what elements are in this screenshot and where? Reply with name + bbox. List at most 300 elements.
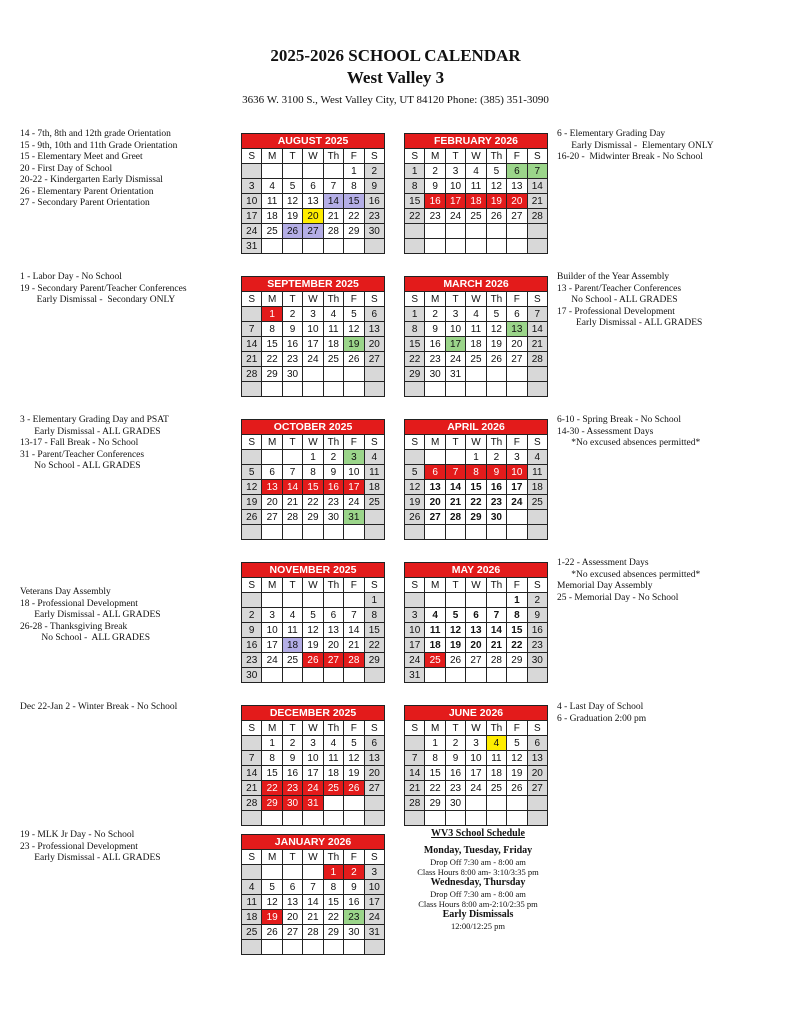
weekday-header: T	[283, 850, 303, 865]
day-cell: 13	[365, 322, 385, 337]
day-cell: 27	[528, 781, 548, 796]
event-note-line: Dec 22-Jan 2 - Winter Break - No School	[20, 702, 178, 712]
weekday-header: F	[507, 721, 527, 736]
day-cell: 28	[324, 224, 344, 239]
day-cell: 12	[262, 895, 282, 910]
day-cell: 2	[528, 593, 548, 608]
empty-cell	[446, 811, 466, 826]
empty-cell	[425, 668, 445, 683]
day-cell: 14	[487, 623, 507, 638]
day-cell: 18	[262, 209, 282, 224]
school-schedule	[404, 828, 552, 931]
month-grid	[241, 849, 385, 955]
empty-cell	[405, 382, 425, 397]
day-cell: 6	[466, 608, 486, 623]
month-title: SEPTEMBER 2025	[241, 276, 385, 291]
empty-cell	[446, 224, 466, 239]
day-cell: 29	[466, 510, 486, 525]
day-cell: 15	[303, 480, 323, 495]
weekday-header: S	[528, 435, 548, 450]
day-cell: 7	[242, 322, 262, 337]
day-cell: 16	[528, 623, 548, 638]
day-cell: 4	[262, 179, 282, 194]
day-cell: 8	[303, 465, 323, 480]
empty-cell	[487, 811, 507, 826]
empty-cell	[324, 164, 344, 179]
event-note-line: 15 - Elementary Meet and Greet	[20, 152, 143, 162]
month-calendar	[404, 276, 548, 397]
day-cell: 12	[344, 322, 364, 337]
day-cell: 31	[242, 239, 262, 254]
day-cell: 21	[344, 638, 364, 653]
weekday-header: F	[344, 435, 364, 450]
day-cell: 26	[344, 781, 364, 796]
day-cell: 11	[283, 623, 303, 638]
day-cell: 3	[507, 450, 527, 465]
empty-cell	[324, 367, 344, 382]
weekday-header: T	[283, 149, 303, 164]
day-cell: 16	[425, 337, 445, 352]
schedule-early-dismissal-label: Early Dismissals	[442, 909, 514, 920]
day-cell: 8	[262, 751, 282, 766]
day-cell: 27	[425, 510, 445, 525]
day-cell: 1	[507, 593, 527, 608]
day-cell: 2	[365, 164, 385, 179]
day-cell: 28	[283, 510, 303, 525]
day-cell: 21	[405, 781, 425, 796]
month-calendar	[404, 133, 548, 254]
weekday-header: S	[528, 149, 548, 164]
day-cell: 7	[344, 608, 364, 623]
event-note-line: Memorial Day Assembly	[557, 581, 653, 591]
weekday-header: S	[242, 292, 262, 307]
day-cell: 10	[344, 465, 364, 480]
day-cell: 29	[324, 925, 344, 940]
empty-cell	[242, 450, 262, 465]
day-cell: 4	[528, 450, 548, 465]
day-cell: 26	[242, 510, 262, 525]
day-cell: 23	[324, 495, 344, 510]
day-cell: 31	[365, 925, 385, 940]
weekday-header: F	[507, 435, 527, 450]
empty-cell	[283, 593, 303, 608]
day-cell: 17	[466, 766, 486, 781]
day-cell: 5	[283, 179, 303, 194]
day-cell: 24	[446, 209, 466, 224]
weekday-header: W	[303, 578, 323, 593]
day-cell: 13	[365, 751, 385, 766]
event-note-line: 13-17 - Fall Break - No School	[20, 438, 139, 448]
weekday-header: F	[507, 149, 527, 164]
month-title: FEBRUARY 2026	[404, 133, 548, 148]
empty-cell	[303, 382, 323, 397]
weekday-header: S	[365, 721, 385, 736]
day-cell: 2	[487, 450, 507, 465]
day-cell: 11	[324, 322, 344, 337]
event-note-line: No School - ALL GRADES	[557, 295, 678, 305]
empty-cell	[283, 525, 303, 540]
month-title: AUGUST 2025	[241, 133, 385, 148]
empty-cell	[528, 367, 548, 382]
day-cell: 18	[242, 910, 262, 925]
month-calendar	[241, 834, 385, 955]
empty-cell	[365, 525, 385, 540]
empty-cell	[507, 525, 527, 540]
day-cell: 7	[283, 465, 303, 480]
day-cell: 24	[365, 910, 385, 925]
month-grid	[404, 577, 548, 683]
day-cell: 12	[405, 480, 425, 495]
event-note-line: 26 - Elementary Parent Orientation	[20, 186, 154, 197]
day-cell: 23	[425, 209, 445, 224]
event-note-line: Early Dismissal - ALL GRADES	[20, 610, 161, 620]
empty-cell	[344, 811, 364, 826]
empty-cell	[466, 367, 486, 382]
day-cell: 22	[344, 209, 364, 224]
weekday-header: Th	[487, 721, 507, 736]
weekday-header: M	[262, 149, 282, 164]
day-cell: 19	[487, 337, 507, 352]
day-cell: 29	[262, 796, 282, 811]
day-cell: 6	[507, 164, 527, 179]
day-cell: 3	[303, 307, 323, 322]
day-cell: 22	[466, 495, 486, 510]
day-cell: 6	[365, 307, 385, 322]
day-cell: 5	[507, 736, 527, 751]
day-cell: 30	[344, 925, 364, 940]
day-cell: 28	[303, 925, 323, 940]
weekday-header: S	[242, 721, 262, 736]
weekday-header: W	[303, 149, 323, 164]
weekday-header: M	[262, 850, 282, 865]
day-cell: 6	[283, 880, 303, 895]
day-cell: 26	[303, 653, 323, 668]
day-cell: 6	[425, 465, 445, 480]
day-cell: 30	[324, 510, 344, 525]
day-cell: 4	[283, 608, 303, 623]
day-cell: 3	[405, 608, 425, 623]
event-note-line: *No excused absences permitted*	[557, 438, 701, 448]
empty-cell	[365, 811, 385, 826]
empty-cell	[425, 224, 445, 239]
empty-cell	[466, 525, 486, 540]
empty-cell	[466, 811, 486, 826]
day-cell: 3	[242, 179, 262, 194]
day-cell: 17	[303, 337, 323, 352]
weekday-header: F	[344, 292, 364, 307]
day-cell: 30	[446, 796, 466, 811]
day-cell: 28	[487, 653, 507, 668]
event-note-line: 19 - MLK Jr Day - No School	[20, 830, 135, 840]
day-cell: 11	[466, 322, 486, 337]
event-note-line: 6-10 - Spring Break - No School	[557, 415, 682, 425]
day-cell: 12	[487, 322, 507, 337]
empty-cell	[262, 668, 282, 683]
weekday-header: F	[344, 721, 364, 736]
day-cell: 27	[283, 925, 303, 940]
day-cell: 28	[528, 209, 548, 224]
schedule-wt-label: Wednesday, Thursday	[430, 877, 526, 888]
weekday-header: Th	[487, 578, 507, 593]
empty-cell	[405, 239, 425, 254]
day-cell: 16	[487, 480, 507, 495]
day-cell: 22	[262, 781, 282, 796]
day-cell: 9	[344, 880, 364, 895]
empty-cell	[446, 239, 466, 254]
day-cell: 13	[303, 194, 323, 209]
day-cell: 17	[405, 638, 425, 653]
empty-cell	[528, 224, 548, 239]
empty-cell	[528, 239, 548, 254]
day-cell: 20	[507, 194, 527, 209]
weekday-header: Th	[487, 292, 507, 307]
day-cell: 18	[324, 766, 344, 781]
empty-cell	[262, 525, 282, 540]
weekday-header: S	[365, 292, 385, 307]
empty-cell	[507, 367, 527, 382]
empty-cell	[365, 796, 385, 811]
day-cell: 5	[405, 465, 425, 480]
weekday-header: F	[344, 578, 364, 593]
empty-cell	[242, 164, 262, 179]
empty-cell	[405, 525, 425, 540]
empty-cell	[425, 811, 445, 826]
weekday-header: Th	[324, 721, 344, 736]
day-cell: 11	[324, 751, 344, 766]
day-cell: 6	[365, 736, 385, 751]
day-cell: 23	[425, 352, 445, 367]
day-cell: 9	[283, 322, 303, 337]
day-cell: 24	[303, 352, 323, 367]
day-cell: 2	[446, 736, 466, 751]
day-cell: 21	[283, 495, 303, 510]
weekday-header: T	[446, 292, 466, 307]
event-note-line: No School - ALL GRADES	[20, 461, 141, 471]
day-cell: 8	[466, 465, 486, 480]
day-cell: 7	[242, 751, 262, 766]
day-cell: 19	[344, 766, 364, 781]
empty-cell	[507, 668, 527, 683]
empty-cell	[303, 525, 323, 540]
day-cell: 22	[405, 209, 425, 224]
event-note-line: Early Dismissal - ALL GRADES	[20, 853, 161, 863]
day-cell: 5	[487, 164, 507, 179]
day-cell: 12	[344, 751, 364, 766]
empty-cell	[405, 224, 425, 239]
day-cell: 19	[262, 910, 282, 925]
day-cell: 31	[446, 367, 466, 382]
day-cell: 2	[344, 865, 364, 880]
day-cell: 18	[425, 638, 445, 653]
school-address: 3636 W. 3100 S., West Valley City, UT 84120 Phone: (385) 351-3090	[242, 94, 549, 106]
empty-cell	[466, 796, 486, 811]
day-cell: 1	[425, 736, 445, 751]
day-cell: 9	[242, 623, 262, 638]
empty-cell	[303, 367, 323, 382]
day-cell: 5	[242, 465, 262, 480]
day-cell: 20	[466, 638, 486, 653]
empty-cell	[324, 239, 344, 254]
event-note-line: 25 - Memorial Day - No School	[557, 592, 679, 603]
day-cell: 9	[528, 608, 548, 623]
day-cell: 18	[487, 766, 507, 781]
month-grid	[241, 291, 385, 397]
day-cell: 27	[365, 352, 385, 367]
empty-cell	[528, 525, 548, 540]
event-note-line: 18 - Professional Development	[20, 598, 138, 609]
day-cell: 21	[303, 910, 323, 925]
event-notes	[557, 558, 700, 604]
day-cell: 18	[466, 337, 486, 352]
day-cell: 20	[365, 766, 385, 781]
event-note-line: 20-22 - Kindergarten Early Dismissal	[20, 175, 163, 185]
day-cell: 5	[262, 880, 282, 895]
empty-cell	[242, 525, 262, 540]
empty-cell	[242, 811, 262, 826]
empty-cell	[262, 450, 282, 465]
weekday-header: S	[528, 721, 548, 736]
day-cell: 1	[405, 307, 425, 322]
day-cell: 26	[262, 925, 282, 940]
day-cell: 4	[466, 307, 486, 322]
day-cell: 26	[487, 352, 507, 367]
day-cell: 15	[405, 194, 425, 209]
weekday-header: F	[344, 149, 364, 164]
empty-cell	[487, 593, 507, 608]
day-cell: 13	[425, 480, 445, 495]
empty-cell	[365, 367, 385, 382]
day-cell: 29	[507, 653, 527, 668]
empty-cell	[446, 593, 466, 608]
weekday-header: M	[262, 292, 282, 307]
empty-cell	[303, 593, 323, 608]
schedule-mtf-hours: Class Hours 8:00 am- 3:10/3:35 pm	[417, 867, 539, 877]
weekday-header: T	[446, 149, 466, 164]
day-cell: 6	[324, 608, 344, 623]
event-notes	[20, 415, 169, 473]
day-cell: 28	[242, 796, 262, 811]
day-cell: 21	[324, 209, 344, 224]
day-cell: 24	[242, 224, 262, 239]
day-cell: 28	[405, 796, 425, 811]
empty-cell	[425, 525, 445, 540]
day-cell: 11	[425, 623, 445, 638]
empty-cell	[425, 593, 445, 608]
empty-cell	[283, 811, 303, 826]
month-grid	[404, 434, 548, 540]
day-cell: 18	[324, 337, 344, 352]
day-cell: 8	[425, 751, 445, 766]
day-cell: 5	[487, 307, 507, 322]
day-cell: 22	[303, 495, 323, 510]
event-note-line: Builder of the Year Assembly	[557, 272, 670, 282]
day-cell: 16	[365, 194, 385, 209]
day-cell: 15	[466, 480, 486, 495]
day-cell: 2	[324, 450, 344, 465]
weekday-header: S	[405, 721, 425, 736]
day-cell: 21	[528, 337, 548, 352]
day-cell: 7	[405, 751, 425, 766]
empty-cell	[507, 239, 527, 254]
empty-cell	[528, 668, 548, 683]
weekday-header: Th	[487, 435, 507, 450]
day-cell: 9	[425, 179, 445, 194]
day-cell: 22	[507, 638, 527, 653]
weekday-header: M	[425, 578, 445, 593]
day-cell: 26	[507, 781, 527, 796]
weekday-header: T	[283, 721, 303, 736]
month-title: MARCH 2026	[404, 276, 548, 291]
empty-cell	[242, 307, 262, 322]
event-note-line: 4 - Last Day of School	[557, 702, 644, 712]
month-title: NOVEMBER 2025	[241, 562, 385, 577]
event-note-line: 13 - Parent/Teacher Conferences	[557, 283, 682, 294]
empty-cell	[365, 940, 385, 955]
month-grid	[241, 720, 385, 826]
empty-cell	[487, 796, 507, 811]
day-cell: 15	[262, 337, 282, 352]
event-note-line: 6 - Graduation 2:00 pm	[557, 713, 647, 724]
empty-cell	[466, 224, 486, 239]
weekday-header: S	[365, 149, 385, 164]
empty-cell	[324, 593, 344, 608]
day-cell: 9	[283, 751, 303, 766]
day-cell: 16	[242, 638, 262, 653]
empty-cell	[365, 382, 385, 397]
empty-cell	[283, 164, 303, 179]
day-cell: 11	[365, 465, 385, 480]
day-cell: 29	[405, 367, 425, 382]
day-cell: 1	[405, 164, 425, 179]
weekday-header: M	[425, 721, 445, 736]
month-calendar	[241, 562, 385, 683]
day-cell: 28	[242, 367, 262, 382]
empty-cell	[487, 668, 507, 683]
day-cell: 9	[365, 179, 385, 194]
day-cell: 22	[405, 352, 425, 367]
day-cell: 8	[405, 322, 425, 337]
empty-cell	[262, 811, 282, 826]
day-cell: 9	[487, 465, 507, 480]
empty-cell	[528, 796, 548, 811]
day-cell: 8	[405, 179, 425, 194]
empty-cell	[283, 865, 303, 880]
empty-cell	[283, 940, 303, 955]
day-cell: 17	[446, 194, 466, 209]
day-cell: 8	[324, 880, 344, 895]
day-cell: 5	[303, 608, 323, 623]
day-cell: 13	[324, 623, 344, 638]
day-cell: 27	[365, 781, 385, 796]
day-cell: 9	[425, 322, 445, 337]
day-cell: 28	[446, 510, 466, 525]
day-cell: 14	[242, 337, 262, 352]
day-cell: 30	[283, 367, 303, 382]
day-cell: 14	[242, 766, 262, 781]
event-note-line: 1-22 - Assessment Days	[557, 558, 649, 568]
empty-cell	[283, 239, 303, 254]
day-cell: 25	[283, 653, 303, 668]
day-cell: 6	[262, 465, 282, 480]
day-cell: 22	[262, 352, 282, 367]
empty-cell	[507, 811, 527, 826]
day-cell: 31	[344, 510, 364, 525]
weekday-header: T	[446, 721, 466, 736]
event-notes	[20, 272, 187, 307]
empty-cell	[344, 239, 364, 254]
day-cell: 14	[303, 895, 323, 910]
empty-cell	[344, 367, 364, 382]
